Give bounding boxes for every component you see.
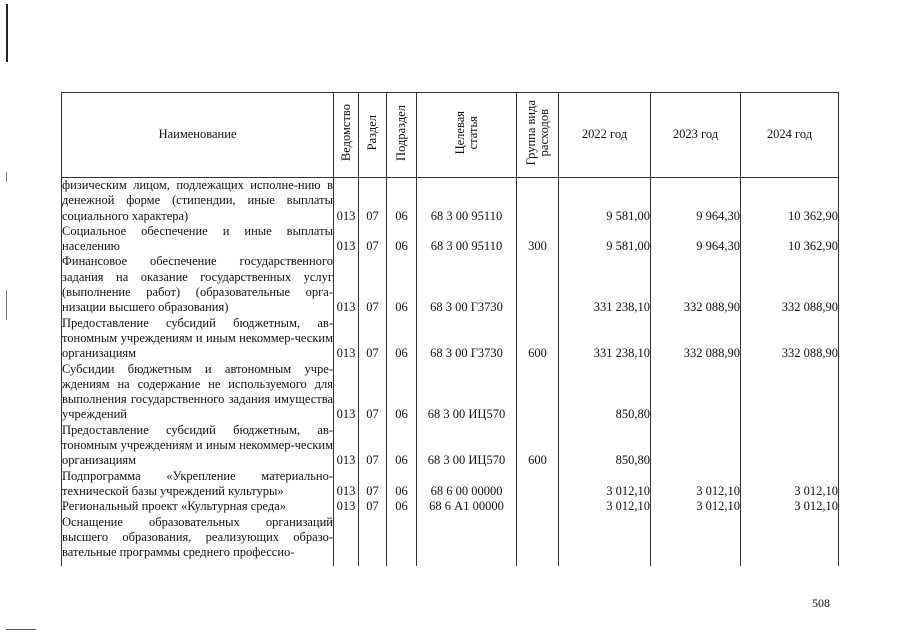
row-expense-group	[517, 499, 559, 514]
row-expense-group: 300	[517, 224, 559, 255]
row-section: 07	[359, 499, 387, 514]
row-expense-group: 600	[517, 423, 559, 469]
row-2024	[741, 423, 839, 469]
padding-cell	[334, 560, 359, 566]
table-row	[62, 178, 839, 224]
row-target-article: 68 3 00 ИЦ570	[417, 423, 517, 469]
table-row	[62, 469, 839, 500]
row-name: Социальное обеспечение и иные выплаты населению	[62, 223, 333, 254]
row-2023: 3 012,10	[651, 499, 741, 514]
table-row	[62, 515, 839, 561]
row-2023	[651, 423, 741, 469]
page-edge-dash	[6, 172, 7, 182]
padding-cell	[559, 560, 651, 566]
row-ministry: 013	[334, 423, 359, 469]
row-section: 07	[359, 423, 387, 469]
row-ministry: 013	[334, 178, 359, 224]
row-target-article	[417, 515, 517, 561]
row-subsection: 06	[387, 224, 417, 255]
row-expense-group	[517, 254, 559, 315]
table-row	[62, 423, 839, 469]
row-name: Предоставление субсидий бюджетным, ав-тономным учреждениям и иным некоммер-ческим организациям	[62, 315, 333, 361]
row-2024: 10 362,90	[741, 178, 839, 224]
row-subsection: 06	[387, 423, 417, 469]
row-subsection: 06	[387, 469, 417, 500]
page-edge-mark	[6, 4, 8, 62]
row-name: Финансовое обеспечение государственного задания на оказание государственных услуг (выполнение работ) (образовательные орга-низации высшего образования)	[62, 254, 333, 315]
row-ministry	[334, 515, 359, 561]
row-subsection: 06	[387, 178, 417, 224]
row-section: 07	[359, 254, 387, 315]
table-header-row	[62, 93, 839, 178]
row-section: 07	[359, 224, 387, 255]
row-ministry: 013	[334, 362, 359, 423]
padding-cell	[62, 560, 334, 566]
row-2024: 332 088,90	[741, 316, 839, 362]
row-2022: 850,80	[559, 362, 651, 423]
row-2022: 9 581,00	[559, 178, 651, 224]
row-name: Субсидии бюджетным и автономным учре-ждениям на содержание не используемого для выполнения государственного задания имущества учреждений	[62, 361, 333, 422]
padding-cell	[651, 560, 741, 566]
table-padding-row	[62, 560, 839, 566]
row-target-article: 68 3 00 95110	[417, 178, 517, 224]
row-section: 07	[359, 362, 387, 423]
padding-cell	[359, 560, 387, 566]
row-subsection: 06	[387, 316, 417, 362]
row-ministry: 013	[334, 224, 359, 255]
row-ministry: 013	[334, 499, 359, 514]
row-2024: 332 088,90	[741, 254, 839, 315]
header-2022: 2022 год	[559, 93, 651, 178]
row-target-article: 68 3 00 Г3730	[417, 316, 517, 362]
row-target-article: 68 6 А1 00000	[417, 499, 517, 514]
row-subsection: 06	[387, 499, 417, 514]
table-row	[62, 316, 839, 362]
table-row	[62, 254, 839, 315]
header-2024: 2024 год	[741, 93, 839, 178]
row-expense-group	[517, 178, 559, 224]
row-2022	[559, 515, 651, 561]
row-target-article: 68 3 00 ИЦ570	[417, 362, 517, 423]
table-row	[62, 224, 839, 255]
header-section: Раздел	[359, 93, 387, 178]
row-2023: 332 088,90	[651, 254, 741, 315]
row-target-article: 68 3 00 95110	[417, 224, 517, 255]
row-target-article: 68 3 00 Г3730	[417, 254, 517, 315]
row-name: Подпрограмма «Укрепление материально-технической базы учреждений культуры»	[62, 468, 333, 498]
page-number: 508	[812, 596, 830, 610]
row-2024: 10 362,90	[741, 224, 839, 255]
row-subsection: 06	[387, 362, 417, 423]
row-2023: 332 088,90	[651, 316, 741, 362]
row-2024: 3 012,10	[741, 469, 839, 500]
header-2023: 2023 год	[651, 93, 741, 178]
row-2022: 3 012,10	[559, 469, 651, 500]
row-2023: 9 964,30	[651, 224, 741, 255]
row-2023	[651, 515, 741, 561]
row-2022: 331 238,10	[559, 316, 651, 362]
row-expense-group: 600	[517, 316, 559, 362]
row-name: Предоставление субсидий бюджетным, ав-тономным учреждениям и иным некоммер-ческим организациям	[62, 422, 333, 468]
row-subsection	[387, 515, 417, 561]
row-target-article: 68 6 00 00000	[417, 469, 517, 500]
row-2023	[651, 362, 741, 423]
row-section	[359, 515, 387, 561]
row-expense-group	[517, 515, 559, 561]
padding-cell	[741, 560, 839, 566]
padding-cell	[417, 560, 517, 566]
row-section: 07	[359, 469, 387, 500]
row-2022: 331 238,10	[559, 254, 651, 315]
row-2024	[741, 362, 839, 423]
header-target-article: Целевая статья	[417, 93, 517, 178]
row-2022: 9 581,00	[559, 224, 651, 255]
row-section: 07	[359, 178, 387, 224]
header-expense-group: Группа вида расходов	[517, 93, 559, 178]
row-2023: 9 964,30	[651, 178, 741, 224]
row-subsection: 06	[387, 254, 417, 315]
row-2023: 3 012,10	[651, 469, 741, 500]
row-name: Региональный проект «Культурная среда»	[62, 499, 334, 514]
row-2022: 3 012,10	[559, 499, 651, 514]
budget-table	[61, 92, 839, 566]
row-2024: 3 012,10	[741, 499, 839, 514]
page-edge-dash	[6, 290, 7, 320]
row-section: 07	[359, 316, 387, 362]
row-ministry: 013	[334, 254, 359, 315]
row-name: физическим лицом, подлежащих исполне-нию в денежной форме (стипендии, иные выплаты социального характера)	[62, 178, 333, 223]
row-2024	[741, 515, 839, 561]
row-ministry: 013	[334, 469, 359, 500]
row-expense-group	[517, 469, 559, 500]
row-expense-group	[517, 362, 559, 423]
row-ministry: 013	[334, 316, 359, 362]
header-subsection: Подраздел	[387, 93, 417, 178]
page-edge-foot	[6, 629, 36, 630]
padding-cell	[517, 560, 559, 566]
table-row	[62, 362, 839, 423]
row-2022: 850,80	[559, 423, 651, 469]
header-name: Наименование	[62, 93, 334, 178]
padding-cell	[387, 560, 417, 566]
header-ministry: Ведомство	[334, 93, 359, 178]
row-name: Оснащение образовательных организаций высшего образования, реализующих образо-вательные программы среднего профессио-	[62, 514, 333, 560]
table-row	[62, 499, 839, 514]
